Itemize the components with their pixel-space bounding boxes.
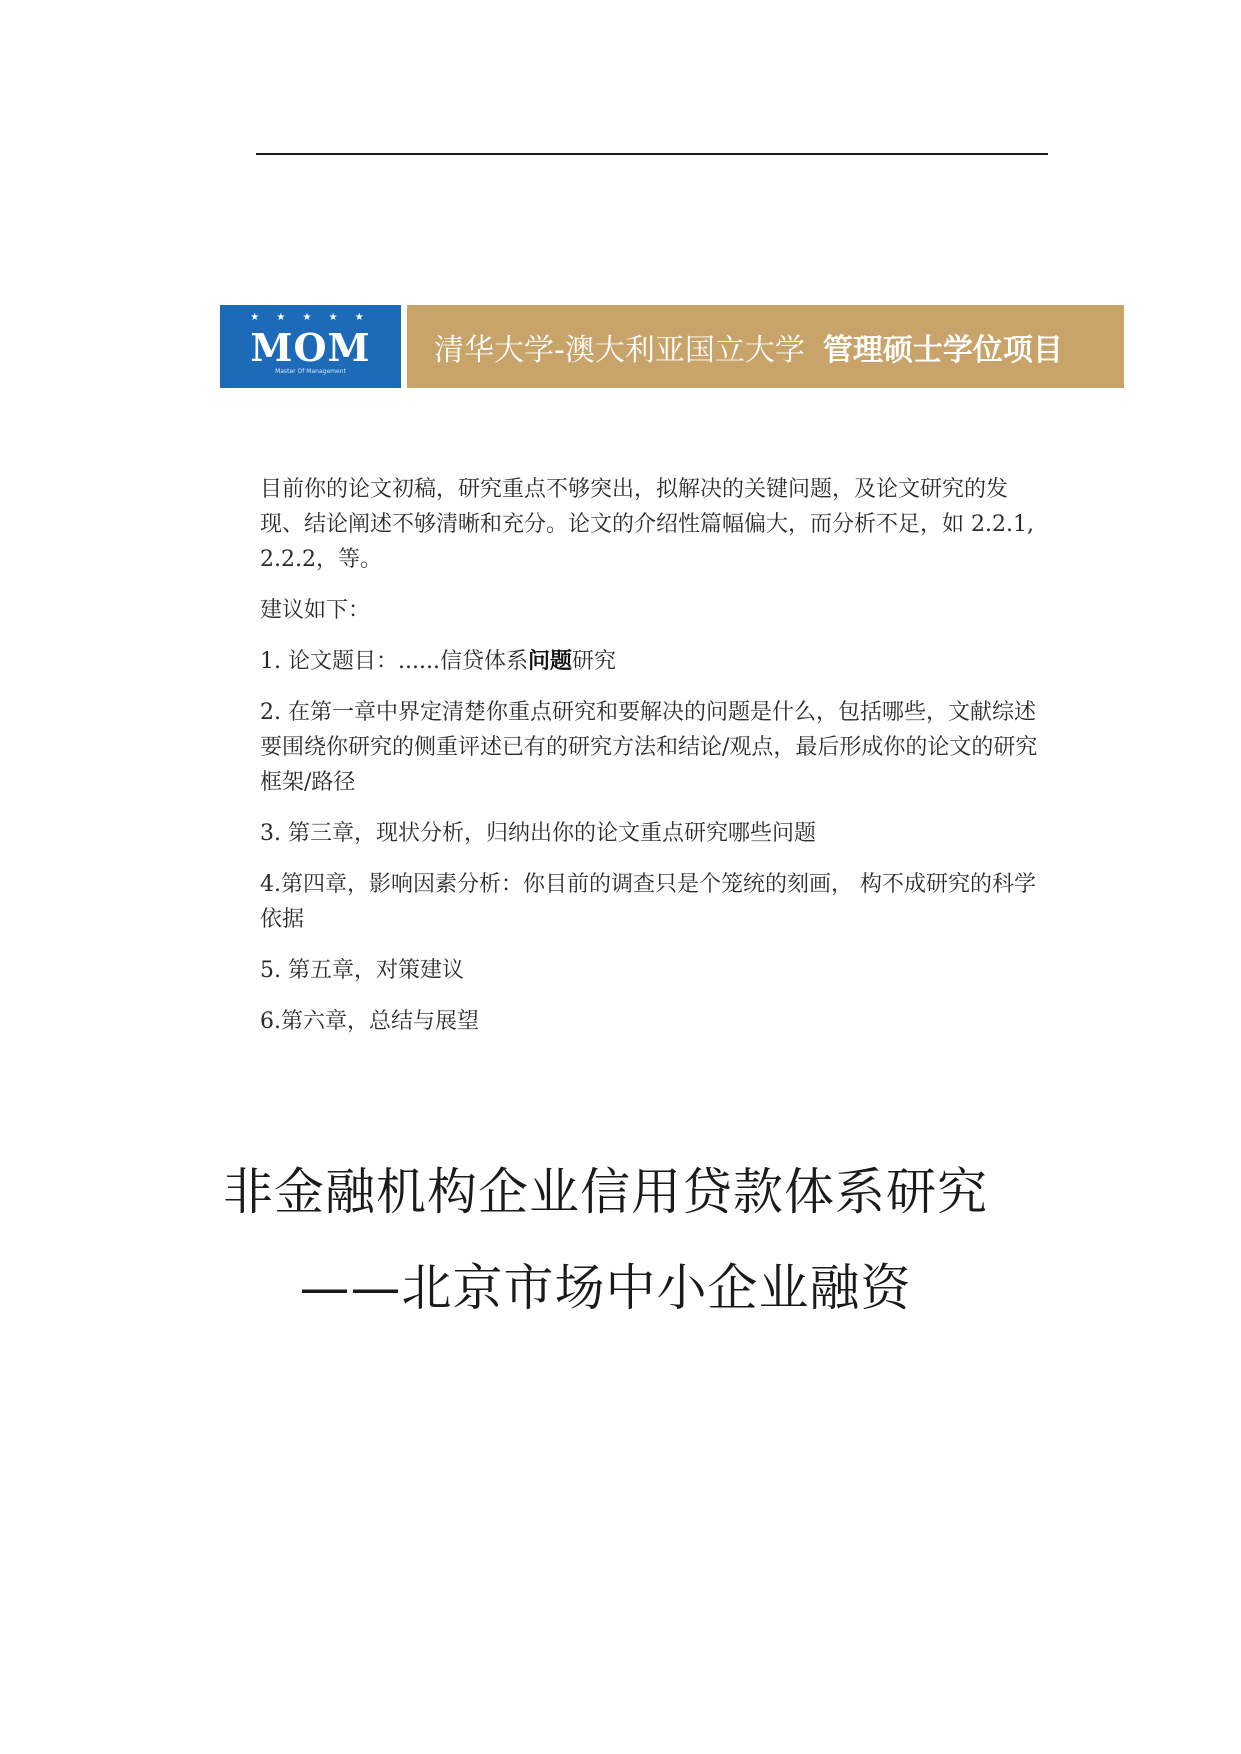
banner-title-program: 管理硕士学位项目 [822, 332, 1063, 368]
program-banner [220, 305, 1124, 388]
suggestion-item-4: 4.第四章，影响因素分析：你目前的调查只是个笼统的刻画， 构不成研究的科学依据 [260, 872, 1036, 932]
suggestion-item-5: 5. 第五章，对策建议 [260, 958, 464, 983]
comment-suggestions-heading: 建议如下： [260, 598, 371, 623]
logo-stars-icon: ★ ★ ★ ★ ★ [250, 312, 371, 323]
suggestion-item-6: 6.第六章，总结与展望 [260, 1009, 479, 1034]
mom-logo [220, 305, 401, 388]
comment-intro: 目前你的论文初稿，研究重点不够突出，拟解决的关键问题，及论文研究的发现、结论阐述不够清晰和充分。论文的介绍性篇幅偏大，而分析不足，如 2.2.1, 2.2.2，等。 [260, 477, 1034, 572]
banner-title [407, 305, 1124, 388]
suggestion-item-1-prefix: 1. 论文题目：......信贷体系 [260, 649, 528, 674]
logo-text: MOM [250, 325, 371, 370]
banner-title-university: 清华大学-澳大利亚国立大学 [434, 332, 805, 368]
suggestion-item-1-suffix: 研究 [571, 649, 616, 674]
thesis-subtitle: ——北京市场中小企业融资 [299, 1259, 912, 1317]
suggestion-item-2: 2. 在第一章中界定清楚你重点研究和要解决的问题是什么，包括哪些，文献综述要围绕你研究的侧重评述已有的研究方法和结论/观点，最后形成你的论文的研究框架/路径 [260, 700, 1038, 795]
advisor-comments [260, 472, 1050, 1055]
suggestion-item-1 [260, 644, 1050, 679]
suggestion-item-3: 3. 第三章，现状分析，归纳出你的论文重点研究哪些问题 [260, 821, 816, 846]
suggestion-item-1-bold: 问题 [527, 648, 572, 674]
thesis-title: 非金融机构企业信用贷款体系研究 [223, 1163, 988, 1221]
logo-subtitle: Master Of Management [275, 368, 346, 375]
header-rule [256, 153, 1048, 155]
